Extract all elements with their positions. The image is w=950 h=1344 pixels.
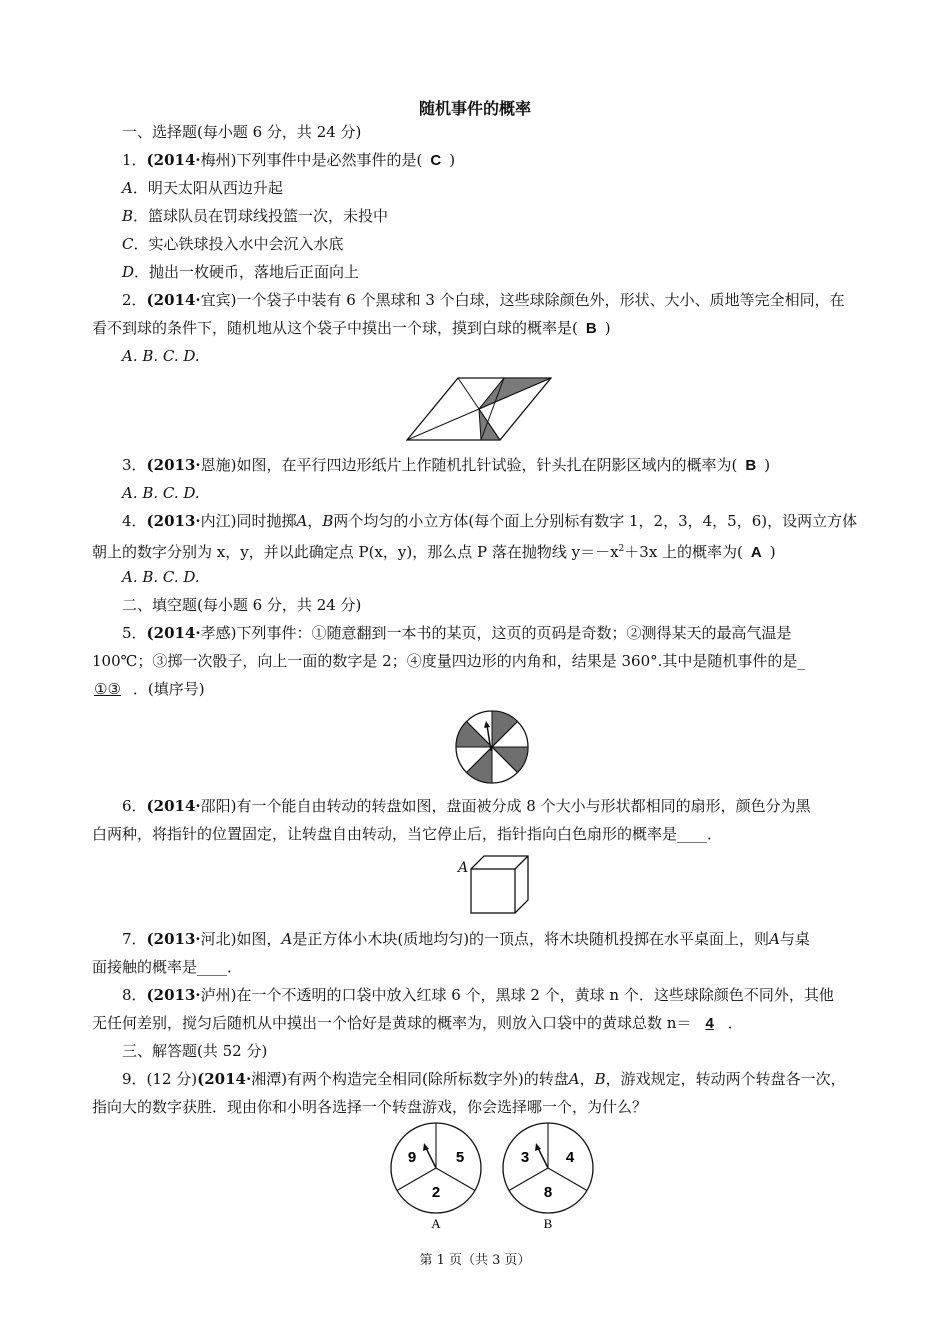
cube-figure <box>470 855 530 915</box>
question-5-line2: 100℃；③掷一次骰子，向上一面的数字是 2；④度量四边形的内角和，结果是 360°.其中是随机事件的是_ <box>92 652 805 670</box>
spinner-a-label: A <box>431 1216 441 1231</box>
question-1: 1．(2014·梅州)下列事件中是必然事件的是( C ) <box>122 151 456 169</box>
spinners-ab-figure <box>388 1122 624 1232</box>
answer-3: B <box>745 457 757 474</box>
question-2-line2: 看不到球的条件下，随机地从这个袋子中摸出一个球，摸到白球的概率是( B ) <box>92 319 611 337</box>
answer-2: B <box>585 320 597 337</box>
spinner-a-num-2: 5 <box>455 1149 465 1166</box>
answer-5: ①③ <box>94 680 121 698</box>
option-c: C．实心铁球投入水中会沉入水底 <box>122 235 344 253</box>
question-9-line2: 指向大的数字获胜．现由你和小明各选择一个转盘游戏，你会选择哪一个，为什么？ <box>92 1098 648 1116</box>
question-4-line1: 4．(2013·内江)同时抛掷A，B两个均匀的小立方体(每个面上分别标有数字 1，2，3，4，5，6)，设两立方体 <box>122 512 858 530</box>
question-7-line2: 面接触的概率是____． <box>92 958 243 976</box>
spinner-b <box>503 1123 593 1231</box>
option-d: D．抛出一枚硬币，落地后正面向上 <box>122 263 360 281</box>
question-9-line1: 9．(12 分)(2014·湘潭)有两个构造完全相同(除所标数字外)的转盘A，B，游戏规定，转动两个转盘各一次， <box>122 1070 846 1088</box>
question-3: 3．(2013·恩施)如图，在平行四边形纸片上作随机扎针试验，针头扎在阴影区域内的概率为( B ) <box>122 456 771 474</box>
section-solve: 三、解答题(共 52 分) <box>122 1042 268 1060</box>
parallelogram-figure <box>406 377 552 441</box>
spinner-a-num-3: 2 <box>431 1184 441 1201</box>
spinner-b-label: B <box>543 1216 553 1231</box>
option-a: A．明天太阳从西边升起 <box>122 179 283 197</box>
question-6-line1: 6．(2014·邵阳)有一个能自由转动的转盘如图，盘面被分成 8 个大小与形状都相同的扇形，颜色分为黑 <box>122 797 811 815</box>
section-choice: 一、选择题(每小题 6 分，共 24 分) <box>122 123 362 141</box>
option-b: B．篮球队员在罚球线投篮一次，未投中 <box>122 207 389 225</box>
answer-4: A <box>750 544 762 561</box>
options-4: A. B. C. D. <box>122 568 200 586</box>
question-4-line2: 朝上的数字分别为 x，y，并以此确定点 P(x，y)，那么点 P 落在抛物线 $y=-x^2+3x$ 上的概率为( A ) <box>92 543 776 561</box>
page-title: 随机事件的概率 <box>418 99 531 118</box>
question-5-line1: 5．(2014·孝感)下列事件：①随意翻到一本书的某页，这页的页码是奇数；②测得某天的最高气温是 <box>122 624 792 642</box>
question-8-line1: 8．(2013·泸州)在一个不透明的口袋中放入红球 6 个，黑球 2 个，黄球 n 个．这些球除颜色不同外，其他 <box>122 986 834 1004</box>
options-2: A. B. C. D. <box>122 347 200 365</box>
spinner-a <box>391 1123 481 1231</box>
question-6-line2: 白两种，将指针的位置固定，让转盘自由转动，当它停止后，指针指向白色扇形的概率是____． <box>92 825 723 843</box>
spinner-b-num-2: 4 <box>565 1149 575 1166</box>
section-fill: 二、填空题(每小题 6 分，共 24 分) <box>122 596 362 614</box>
spinner-figure <box>454 709 530 785</box>
question-7-line1: 7．(2013·河北)如图，A是正方体小木块(质地均匀)的一顶点，将木块随机投掷在水平桌面上，则A与桌 <box>122 930 810 948</box>
spinner-a-num-1: 9 <box>407 1149 417 1166</box>
answer-1: C <box>430 152 442 169</box>
answer-8: 4 <box>705 1015 714 1032</box>
spinner-b-num-1: 3 <box>520 1149 530 1166</box>
question-5-line3: ①③ ．(填序号) <box>94 680 205 698</box>
cube-label: A <box>458 860 469 876</box>
spinner-b-num-3: 8 <box>543 1184 553 1201</box>
question-2-line1: 2．(2014·宜宾)一个袋子中装有 6 个黑球和 3 个白球，这些球除颜色外，形状、大小、质地等完全相同，在 <box>122 291 845 309</box>
options-3: A. B. C. D. <box>122 484 200 502</box>
page-footer: 第 1 页（共 3 页） <box>419 1253 531 1268</box>
question-8-line2: 无任何差别，搅匀后随机从中摸出一个恰好是黄球的概率为，则放入口袋中的黄球总数 n＝ 4 ． <box>92 1014 743 1032</box>
